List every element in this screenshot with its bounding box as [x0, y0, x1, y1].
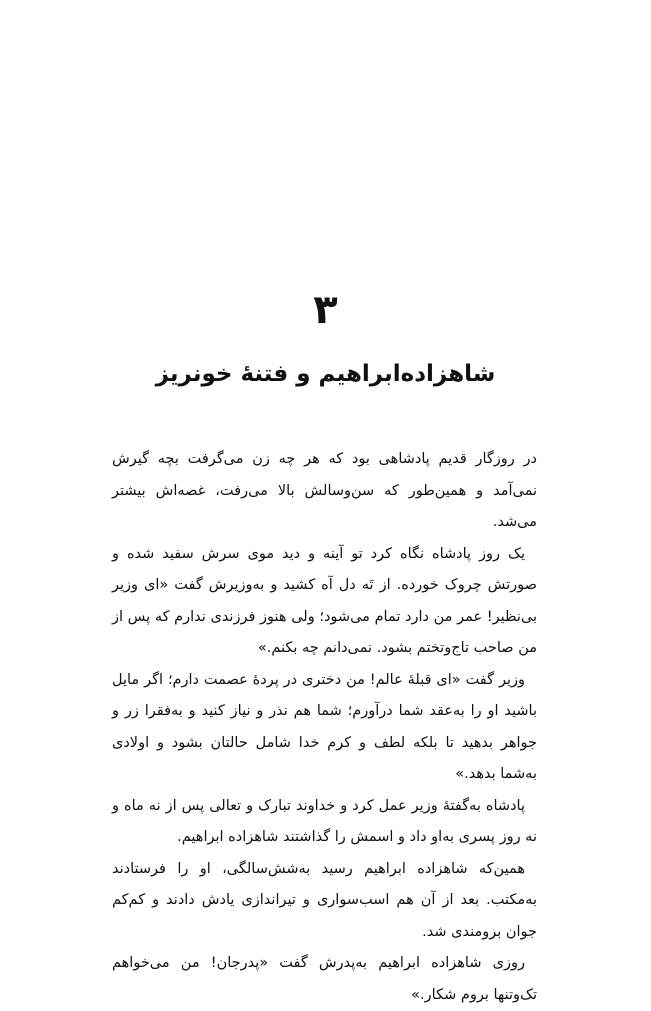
paragraph: وزیر گفت «ای قبلهٔ عالم! من دختری در پردهٔ عصمت دارم؛ اگر مایل باشید او را به‌عقد شما درآورم؛ شما هم نذر و نیاز کنید و به‌فقرا زر و جواهر بدهید تا بلکه لطف و کرم خدا شامل حالتان بشود و اولادی به‌شما بدهد.»: [112, 671, 537, 782]
paragraph: یک روز پادشاه نگاه کرد تو آینه و دید موی سرش سفید شده و صورتش چروک خورده. از تَه دل آه کشید و به‌وزیرش گفت «ای وزیر بی‌نظیر! عمر من دارد تمام می‌شود؛ ولی هنوز فرزندی ندارم که پس از من صاحب تاج‌وتختم بشود. نمی‌دانم چه بکنم.»: [112, 545, 537, 656]
paragraph: در روزگار قدیم پادشاهی بود که هر چه زن می‌گرفت بچه گیرش نمی‌آمد و همین‌طور که سن‌وسالش بالا می‌رفت، غصه‌اش بیشتر می‌شد.: [112, 451, 537, 530]
paragraph: روزی شاهزاده ابراهیم به‌پدرش گفت «پدرجان! من می‌خواهم تک‌وتنها بروم شکار.»: [112, 955, 537, 1003]
paragraph: همین‌که شاهزاده ابراهیم رسید به‌شش‌سالگی، او را فرستادند به‌مکتب. بعد از آن هم اسب‌سواری و تیراندازی یادش دادند و کم‌کم جوان برومندی شد.: [112, 860, 537, 940]
paragraph: پادشاه به‌گفتهٔ وزیر عمل کرد و خداوند تبارک و تعالی پس از نه ماه و نه روز پسری به‌او داد و اسمش را گذاشتند شاهزاده ابراهیم.: [112, 797, 537, 845]
chapter-title: شاهزاده‌ابراهیم و فتنهٔ خونریز: [155, 361, 496, 387]
chapter-number: ۳: [313, 287, 338, 333]
chapter-body: [112, 444, 537, 1011]
